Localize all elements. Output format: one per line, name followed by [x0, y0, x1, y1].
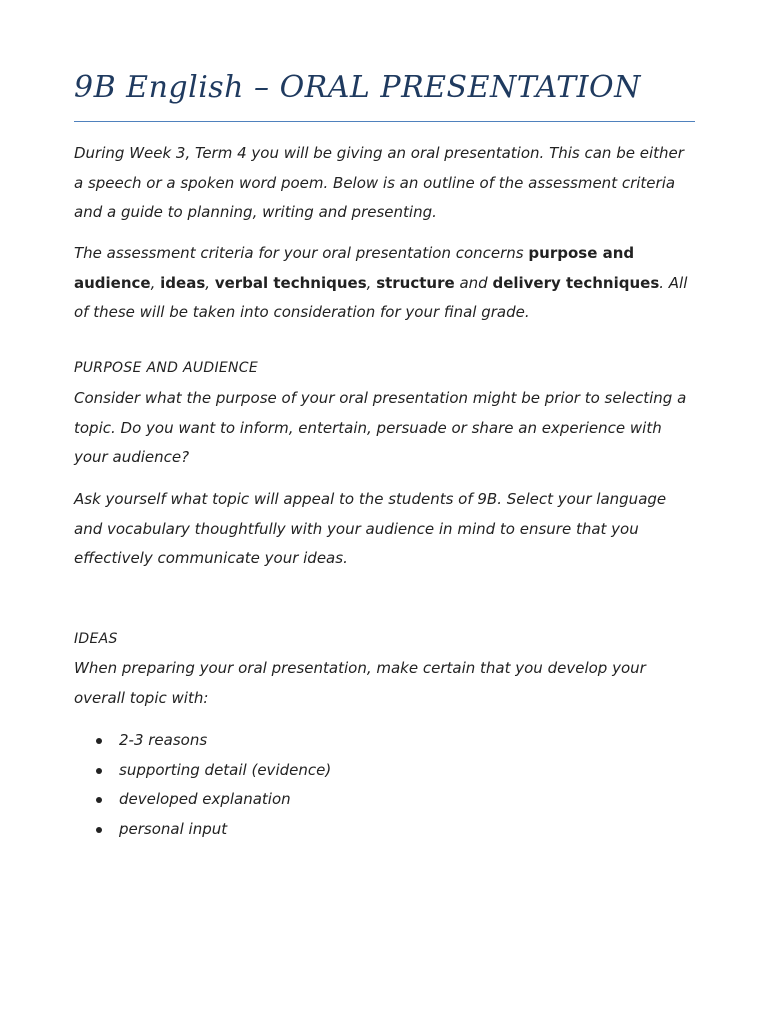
criteria-separator: , [150, 273, 161, 292]
list-item [74, 785, 331, 815]
criteria-term-delivery-techniques: delivery techniques [492, 273, 660, 292]
bullet-icon [96, 738, 102, 744]
criteria-term-verbal-techniques: verbal techniques [214, 273, 367, 292]
ideas-bullet-list [74, 726, 331, 844]
criteria-lead: The assessment criteria for your oral presentation concerns [74, 244, 529, 262]
ideas-paragraph: When preparing your oral presentation, make certain that you develop your overall topic with: [74, 659, 646, 707]
list-item-text: personal input [119, 819, 228, 838]
section-heading-ideas: IDEAS [74, 631, 118, 647]
bullet-icon [96, 827, 102, 833]
audience-paragraph: Ask yourself what topic will appeal to the students of 9B. Select your language and vocabulary thoughtfully with your audience in mind to ensure that you effectively communicate your ideas. [74, 490, 667, 567]
criteria-separator: , [366, 273, 377, 292]
criteria-paragraph [74, 239, 696, 328]
list-item-text: developed explanation [119, 790, 291, 808]
list-item-text: supporting detail (evidence) [119, 760, 332, 779]
list-item [74, 756, 331, 786]
criteria-tail: . All of these will be taken into consideration for your final grade. [74, 273, 688, 321]
intro-paragraph: During Week 3, Term 4 you will be giving an oral presentation. This can be either a speech or a spoken word poem. Below is an outline of the assessment criteria and a guide to planning, writing and presenting. [74, 144, 684, 221]
criteria-term-purpose-audience: purpose and audience [74, 244, 635, 292]
list-item-text: 2-3 reasons [119, 731, 208, 749]
criteria-term-ideas: ideas [160, 273, 206, 292]
document-title: 9B English – ORAL PRESENTATION [74, 70, 641, 105]
list-item [74, 726, 331, 756]
purpose-paragraph: Consider what the purpose of your oral presentation might be prior to selecting a topic. Do you want to inform, entertain, persuade or share an experience with your audience? [74, 389, 687, 466]
criteria-separator: and [454, 273, 493, 292]
bullet-icon [96, 797, 102, 803]
bullet-icon [96, 768, 102, 774]
title-underline [74, 121, 695, 122]
section-heading-purpose-audience: PURPOSE AND AUDIENCE [74, 360, 259, 376]
list-item [74, 815, 331, 845]
criteria-separator: , [205, 273, 215, 292]
criteria-term-structure: structure [376, 273, 455, 292]
